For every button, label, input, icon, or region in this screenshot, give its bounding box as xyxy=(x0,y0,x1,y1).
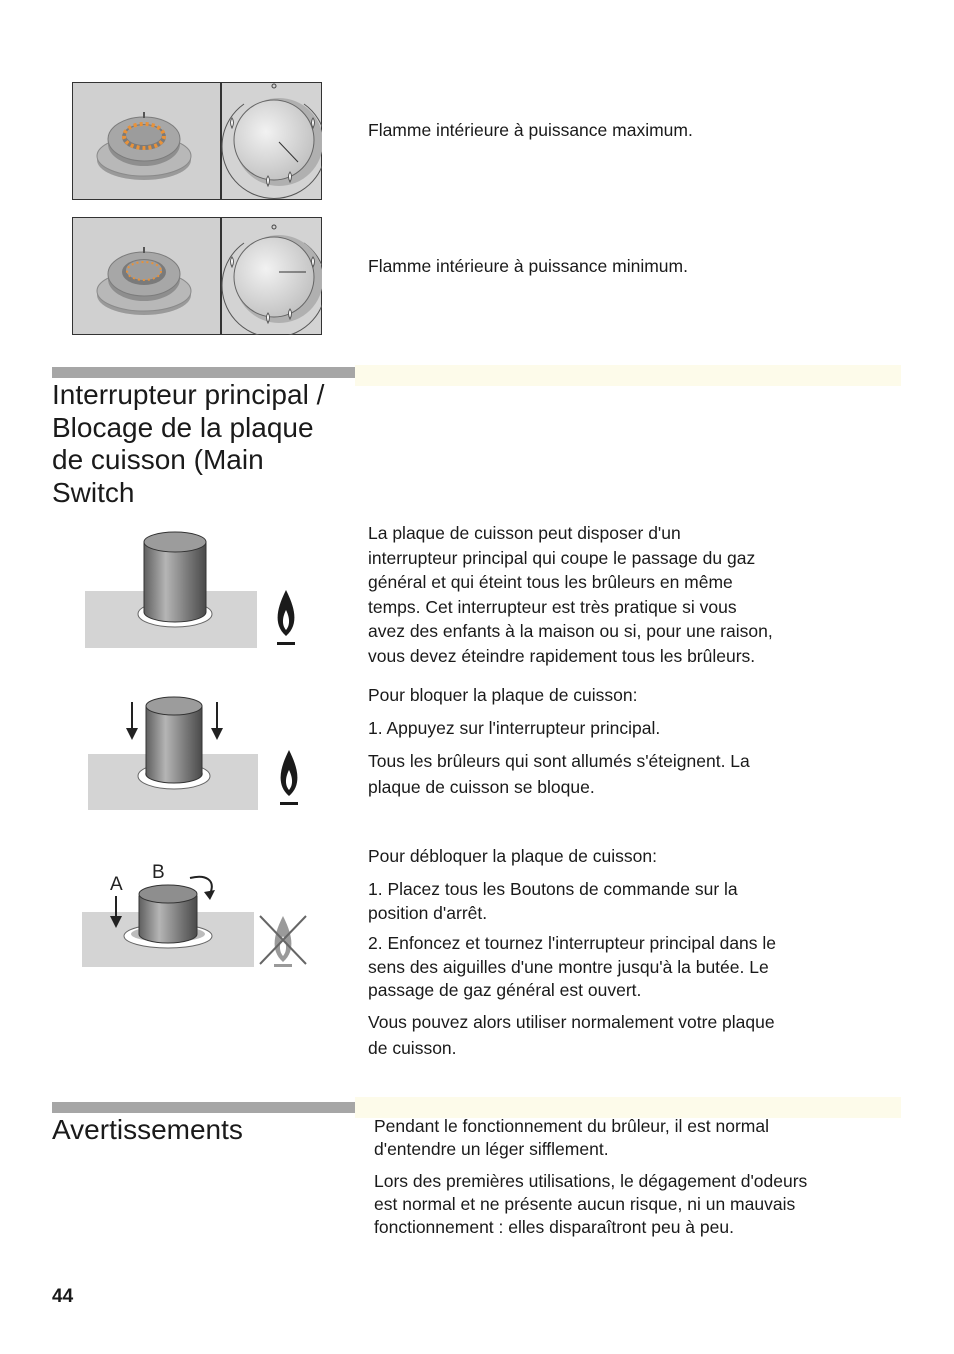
warnings-para-2: Lors des premières utilisations, le dégagement d'odeurs est normal et ne présente aucun risque, ni un mauvais fonctionnement : elles disparaîtront peu à peu. xyxy=(374,1171,808,1237)
unlock-heading: Pour débloquer la plaque de cuisson: xyxy=(368,846,657,866)
label-b: B xyxy=(152,862,165,883)
burner-max-caption: Flamme intérieure à puissance maximum. xyxy=(368,120,693,140)
lock-result: Tous les brûleurs qui sont allumés s'éteignent. La plaque de cuisson se bloque. xyxy=(368,751,750,797)
lock-heading: Pour bloquer la plaque de cuisson: xyxy=(368,685,638,705)
page-number: 44 xyxy=(52,1286,74,1307)
section-main-switch-title: Interrupteur principal / Blocage de la plaque de cuisson (Main Switch xyxy=(52,379,325,508)
unlock-step-2: 2. Enfoncez et tournez l'interrupteur principal dans le sens des aiguilles d'une montre jusqu'à la butée. Le passage de gaz général est ouvert. xyxy=(368,933,777,1000)
section-main-switch-bar xyxy=(52,367,355,378)
unlock-result: Vous pouvez alors utiliser normalement votre plaque de cuisson. xyxy=(368,1012,775,1058)
burner-min-figure xyxy=(72,217,322,335)
switch-press-figure xyxy=(86,688,316,814)
unlock-step-1: 1. Placez tous les Boutons de commande sur la position d'arrêt. xyxy=(368,879,738,923)
section-main-switch-tint xyxy=(355,365,901,386)
switch-unlock-figure xyxy=(80,858,312,970)
burner-max-figure xyxy=(72,82,322,200)
label-a: A xyxy=(110,874,123,895)
section-warnings-bar xyxy=(52,1102,355,1113)
main-switch-intro: La plaque de cuisson peut disposer d'un interrupteur principal qui coupe le passage du gaz général et qui éteint tous les brûleurs en même temps. Cet interrupteur est très pratique si vous avez des enfants à la maison ou si, pour une raison, vous devez éteindre rapidement tous les brûleurs. xyxy=(368,523,773,666)
lock-step-1: 1. Appuyez sur l'interrupteur principal. xyxy=(368,718,661,738)
warnings-para-1: Pendant le fonctionnement du brûleur, il est normal d'entendre un léger sifflement. xyxy=(374,1116,769,1159)
burner-min-caption: Flamme intérieure à puissance minimum. xyxy=(368,256,688,276)
section-warnings-title: Avertissements xyxy=(52,1114,243,1145)
switch-on-figure xyxy=(84,528,314,652)
